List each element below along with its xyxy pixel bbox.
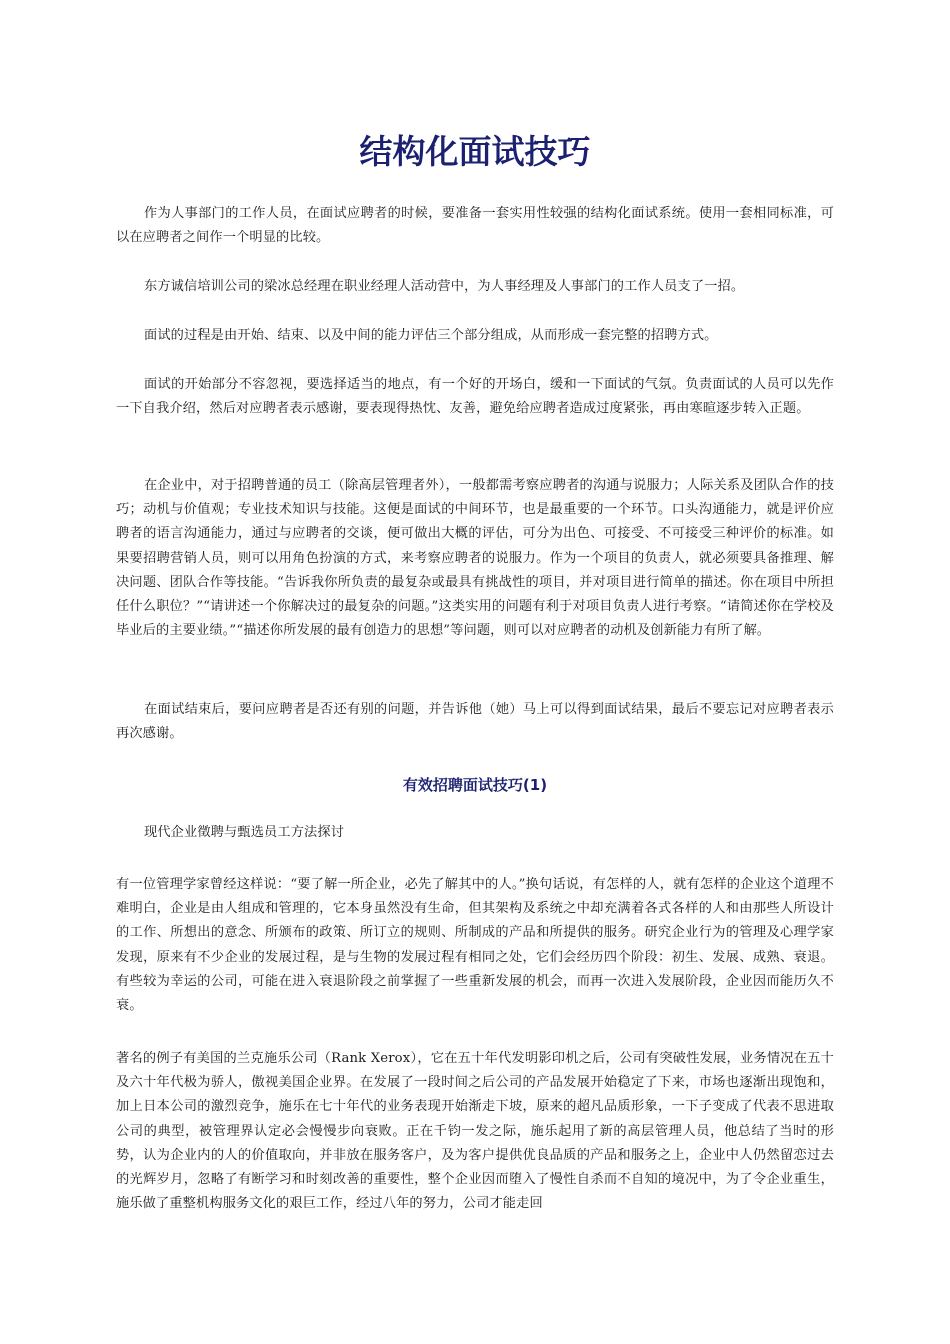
paragraph-opening: 面试的开始部分不容忽视，要选择适当的地点，有一个好的开场白，缓和一下面试的气氛。负责面试的人员可以先作一下自我介绍，然后对应聘者表示感谢，要表现得热忱、友善，避免给应聘者造成过度紧张，再由寒暄逐步转入正题。: [116, 377, 834, 417]
paragraph-intro: 作为人事部门的工作人员，在面试应聘者的时候，要准备一套实用性较强的结构化面试系统。使用一套相同标准，可以在应聘者之间作一个明显的比较。: [116, 206, 834, 246]
paragraph-middle: 在企业中，对于招聘普通的员工（除高层管理者外），一般都需考察应聘者的沟通与说服力；人际关系及团队合作的技巧；动机与价值观；专业技术知识与技能。这便是面试的中间环节，也是最重要的一个环节。口头沟通能力，就是评价应聘者的语言沟通能力，通过与应聘者的交谈，便可做出大概的评估，可分为出色、可接受、不可接受三种评价的标准。如果要招聘营销人员，则可以用角色扮演的方式，来考察应聘者的说服力。作为一个项目的负责人，就必须要具备推理、解决问题、团队合作等技能。“告诉我你所负责的最复杂或最具有挑战性的项目，并对项目进行简单的描述。你在项目中所担任什么职位？”“请讲述一个你解决过的最复杂的问题。”这类实用的问题有利于对项目负责人进行考察。“请简述你在学校及毕业后的主要业绩。”“描述你所发展的最有创造力的思想”等问题，则可以对应聘者的动机及创新能力有所了解。: [116, 478, 834, 639]
document-title: 结构化面试技巧: [359, 132, 591, 171]
paragraph-article-title: 现代企业徵聘与甄选员工方法探讨: [144, 825, 345, 840]
paragraph-xerox: 著名的例子有美国的兰克施乐公司（Rank Xerox），它在五十年代发明影印机之后，公司有突破性发展，业务情况在五十及六十年代极为骄人，傲视美国企业界。在发展了一段时间之后公司的产品发展开始稳定了下来，市场也逐渐出现饱和，加上日本公司的激烈竞争，施乐在七十年代的业务表现开始渐走下坡，原来的超凡品质形象，一下子变成了代表不思进取公司的典型，被管理界认定必会慢慢步向衰败。正在千钧一发之际，施乐起用了新的高层管理人员，他总结了当时的形势，认为企业内的人的价值取向，并非放在服务客户，及为客户提供优良品质的产品和服务之上，企业中人仍然留恋过去的光辉岁月，忽略了有断学习和时刻改善的重要性，整个企业因而堕入了慢性自杀而不自知的境况中，为了令企业重生，施乐做了重整机构服务文化的艰巨工作，经过八年的努力，公司才能走回: [116, 1051, 834, 1212]
section-title: 有效招聘面试技巧(1): [402, 776, 548, 794]
paragraph-trainer: 东方诚信培训公司的梁冰总经理在职业经理人活动营中，为人事经理及人事部门的工作人员支了一招。: [144, 279, 745, 294]
paragraph-process: 面试的过程是由开始、结束、以及中间的能力评估三个部分组成，从而形成一套完整的招聘方式。: [144, 328, 718, 343]
paragraph-manager-quote: 有一位管理学家曾经这样说：“要了解一所企业，必先了解其中的人。”换句话说，有怎样的人，就有怎样的企业这个道理不难明白，企业是由人组成和管理的，它本身虽然没有生命，但其架构及系统之中却充满着各式各样的人和由那些人所设计的工作、所想出的意念、所颁布的政策、所订立的规则、所制成的产品和所提供的服务。研究企业行为的管理及心理学家发现，原来有不少企业的发展过程，是与生物的发展过程有相同之处，它们会经历四个阶段：初生、发展、成熟、衰退。有些较为幸运的公司，可能在进入衰退阶段之前掌握了一些重新发展的机会，而再一次进入发展阶段，企业因而能历久不衰。: [116, 877, 834, 1014]
paragraph-ending: 在面试结束后，要问应聘者是否还有别的问题，并告诉他（她）马上可以得到面试结果，最后不要忘记对应聘者表示再次感谢。: [116, 702, 834, 742]
